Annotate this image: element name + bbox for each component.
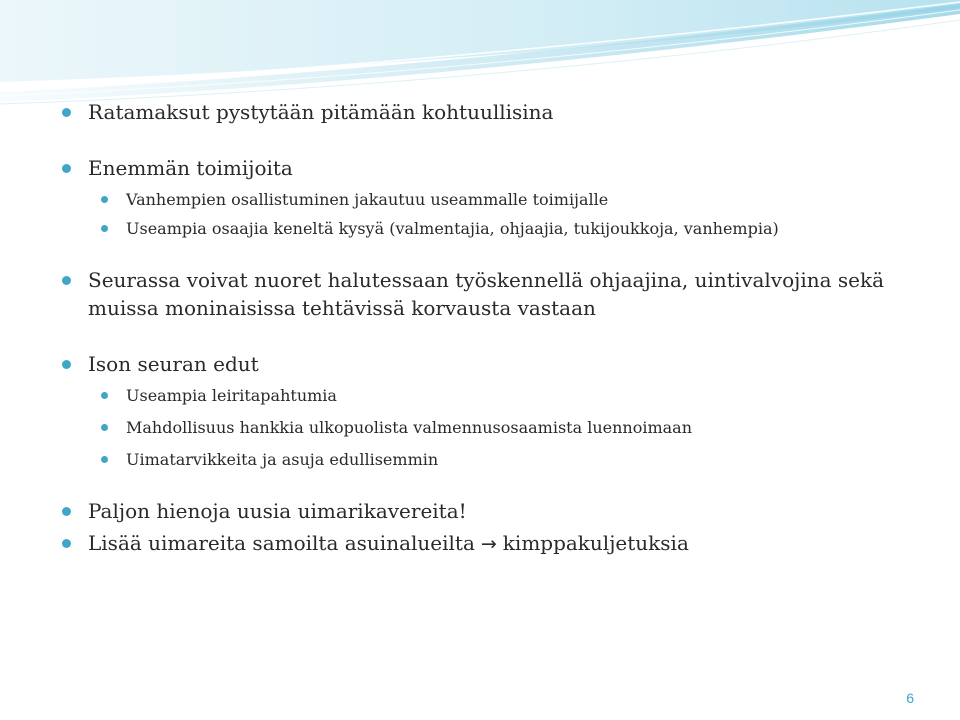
bullet-text: Enemmän toimijoita: [88, 156, 293, 180]
bullet-dot-icon: [101, 424, 108, 431]
sub-bullet-text: Useampia leiritapahtumia: [126, 386, 337, 405]
wave-band-back: [0, 0, 960, 82]
sub-bullet-item: [62, 185, 942, 214]
bullet-text: [88, 266, 884, 322]
bullet-dot-icon: [101, 225, 108, 232]
bullet-text: [88, 529, 689, 558]
bullet-text: Paljon hienoja uusia uimarikavereita!: [88, 499, 467, 523]
sub-bullet-item: [62, 381, 942, 410]
bullet-dot-icon: [101, 456, 108, 463]
bullet-dot-icon: [62, 276, 71, 285]
bullet-dot-icon: [62, 360, 71, 369]
sub-bullet-text: Mahdollisuus hankkia ulkopuolista valmennusosaamista luennoimaan: [126, 418, 693, 437]
page-number: 6: [906, 690, 914, 706]
slide-content: [62, 98, 942, 558]
bullet-dot-icon: [62, 164, 71, 173]
right-arrow-icon: →: [480, 533, 497, 555]
sub-bullet-text: Uimatarvikkeita ja asuja edullisemmin: [126, 450, 439, 469]
sub-bullet-text: Vanhempien osallistuminen jakautuu useammalle toimijalle: [126, 190, 609, 209]
bullet-dot-icon: [62, 507, 71, 516]
sub-bullet-item: [62, 214, 942, 243]
bullet-dot-icon: [62, 539, 71, 548]
bullet-text: Ison seuran edut: [88, 352, 259, 376]
bullet-item: [62, 266, 942, 322]
bullet-item: [62, 497, 942, 525]
bullet-text-line-1: Seurassa voivat nuoret halutessaan työskennellä ohjaajina, uintivalvojina sekä: [88, 268, 885, 292]
bullet-item: [62, 154, 942, 182]
bullet-dot-icon: [101, 392, 108, 399]
sub-bullet-text: Useampia osaajia keneltä kysyä (valmentajia, ohjaajia, tukijoukkoja, vanhempia): [126, 219, 779, 238]
bullet-text: Ratamaksut pystytään pitämään kohtuullisina: [88, 100, 554, 124]
sub-bullet-item: [62, 445, 942, 474]
bullet-dot-icon: [101, 196, 108, 203]
bullet-dot-icon: [62, 108, 71, 117]
bullet-item: [62, 350, 942, 378]
bullet-item: [62, 98, 942, 126]
bullet-text-line-2: muissa moninaisissa tehtävissä korvausta vastaan: [88, 296, 596, 320]
bullet-item: [62, 529, 942, 558]
bullet-text-after-arrow: kimppakuljetuksia: [502, 531, 689, 555]
bullet-text-before-arrow: Lisää uimareita samoilta asuinalueilta: [88, 531, 475, 555]
sub-bullet-item: [62, 413, 942, 442]
